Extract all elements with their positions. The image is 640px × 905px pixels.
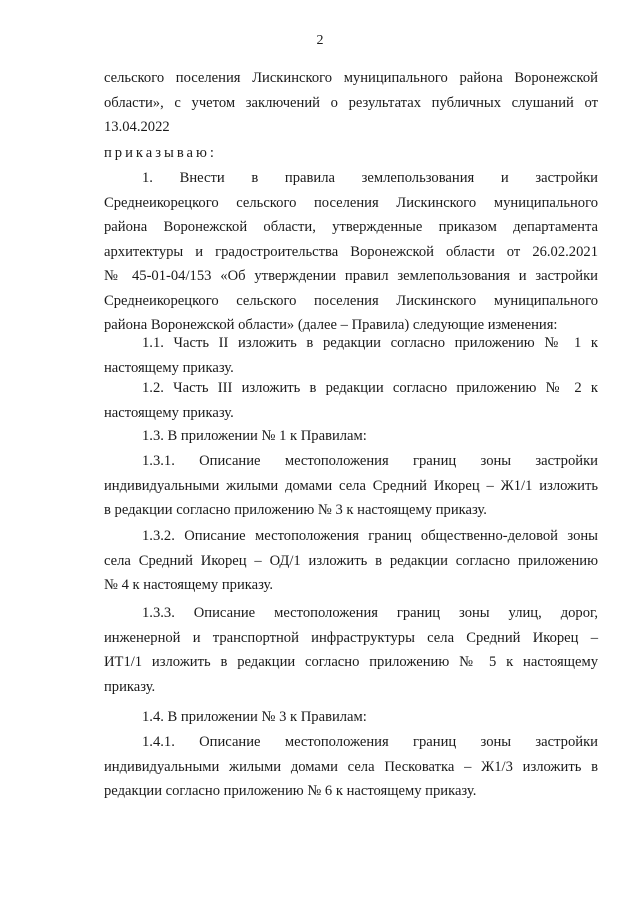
- text-line: 1.3.3. Описание местоположения границ зоны улиц, дорог,: [142, 605, 598, 621]
- text-line: в редакции согласно приложению № 3 к настоящему приказу.: [104, 502, 487, 518]
- paragraph-1-1: [104, 331, 598, 380]
- text-line: № 45-01-04/153 «Об утверждении правил землепользования и застройки: [104, 268, 598, 284]
- order-word: приказываю:: [104, 145, 217, 161]
- text-line: редакции согласно приложению № 6 к настоящему приказу.: [104, 783, 477, 799]
- text-line: района Воронежской области» (далее – Правила) следующие изменения:: [104, 317, 558, 333]
- text-line: 1. Внести в правила землепользования и застройки: [142, 170, 598, 186]
- opening-paragraph: [104, 66, 598, 140]
- text-line: 1.2. Часть III изложить в редакции согласно приложению № 2 к: [142, 380, 598, 396]
- text-line: настоящему приказу.: [104, 359, 234, 376]
- text-line: Среднеикорецкого сельского поселения Лискинского муниципального: [104, 194, 598, 211]
- paragraph-1-3: [104, 424, 598, 449]
- text-line: района Воронежской области, утвержденные приказом департамента: [104, 219, 598, 235]
- paragraph-1-4: [104, 705, 598, 730]
- text-line: архитектуры и градостроительства Воронежской области от 26.02.2021: [104, 243, 598, 260]
- paragraph-1-2: [104, 376, 598, 425]
- text-line: индивидуальными жилыми домами села Песковатка – Ж1/3 изложить в: [104, 758, 598, 775]
- text-line: 13.04.2022: [104, 119, 170, 135]
- paragraph-1-3-1: [104, 449, 598, 523]
- text-line: ИТ1/1 изложить в редакции согласно приложению № 5 к настоящему: [104, 654, 598, 670]
- text-line: 1.3.1. Описание местоположения границ зоны застройки: [142, 453, 598, 469]
- paragraph-1-3-3: [104, 601, 598, 699]
- text-line: области», с учетом заключений о результатах публичных слушаний от: [104, 94, 598, 111]
- page-number: 2: [316, 33, 324, 48]
- text-line: 1.4. В приложении № 3 к Правилам:: [142, 709, 367, 725]
- paragraph-1-3-2: [104, 524, 598, 598]
- text-line: 1.1. Часть II изложить в редакции согласно приложению № 1 к: [142, 335, 598, 351]
- text-line: 1.3. В приложении № 1 к Правилам:: [142, 428, 367, 444]
- text-line: приказу.: [104, 678, 156, 695]
- order-heading: [104, 141, 598, 166]
- text-line: Среднеикорецкого сельского поселения Лискинского муниципального: [104, 292, 598, 309]
- paragraph-1-4-1: [104, 730, 598, 804]
- text-line: сельского поселения Лискинского муниципального района Воронежской: [104, 70, 598, 86]
- text-line: 1.4.1. Описание местоположения границ зоны застройки: [142, 734, 598, 750]
- paragraph-1: [104, 166, 598, 338]
- text-line: настоящему приказу.: [104, 404, 234, 421]
- text-line: № 4 к настоящему приказу.: [104, 577, 274, 593]
- text-line: индивидуальными жилыми домами села Средний Икорец – Ж1/1 изложить: [104, 477, 598, 494]
- text-line: инженерной и транспортной инфраструктуры села Средний Икорец –: [104, 629, 598, 646]
- text-line: 1.3.2. Описание местоположения границ общественно-деловой зоны: [142, 528, 598, 544]
- text-line: села Средний Икорец – ОД/1 изложить в редакции согласно приложению: [104, 552, 598, 569]
